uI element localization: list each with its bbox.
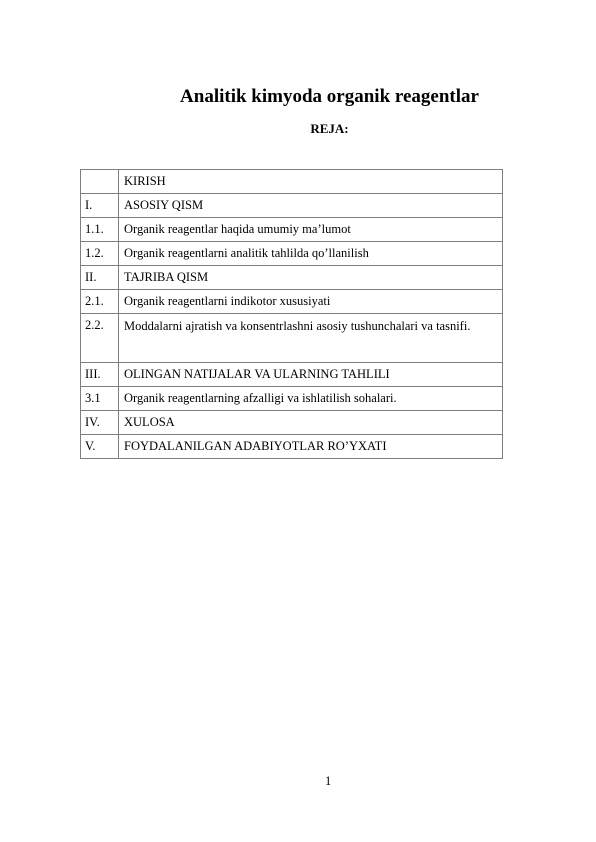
table-row bbox=[81, 314, 503, 363]
table-row bbox=[81, 435, 503, 459]
section-number bbox=[81, 170, 119, 194]
table-row bbox=[81, 411, 503, 435]
table-row bbox=[81, 290, 503, 314]
section-number: II. bbox=[81, 266, 119, 290]
section-number: V. bbox=[81, 435, 119, 459]
section-number: 3.1 bbox=[81, 387, 119, 411]
section-title: FOYDALANILGAN ADABIYOTLAR RO’YXATI bbox=[119, 435, 503, 459]
section-title: XULOSA bbox=[119, 411, 503, 435]
table-of-contents bbox=[80, 169, 503, 459]
section-title: Organik reagentlarni indikotor xususiyati bbox=[119, 290, 503, 314]
section-title: Organik reagentlarni analitik tahlilda qo’llanilish bbox=[119, 242, 503, 266]
table-row bbox=[81, 363, 503, 387]
table-row bbox=[81, 218, 503, 242]
table-row bbox=[81, 242, 503, 266]
section-number: 2.1. bbox=[81, 290, 119, 314]
section-title: OLINGAN NATIJALAR VA ULARNING TAHLILI bbox=[119, 363, 503, 387]
section-number: IV. bbox=[81, 411, 119, 435]
page-number: 1 bbox=[325, 774, 332, 788]
section-number: 1.1. bbox=[81, 218, 119, 242]
section-title: Organik reagentlarning afzalligi va ishlatilish sohalari. bbox=[119, 387, 503, 411]
section-title: ASOSIY QISM bbox=[119, 194, 503, 218]
section-title: KIRISH bbox=[119, 170, 503, 194]
section-number: III. bbox=[81, 363, 119, 387]
table-row bbox=[81, 387, 503, 411]
table-row bbox=[81, 266, 503, 290]
section-number: 2.2. bbox=[81, 314, 119, 363]
document-title: Analitik kimyoda organik reagentlar bbox=[180, 86, 479, 107]
section-title: TAJRIBA QISM bbox=[119, 266, 503, 290]
table-row bbox=[81, 170, 503, 194]
section-title: Organik reagentlar haqida umumiy ma’lumot bbox=[119, 218, 503, 242]
section-title: Moddalarni ajratish va konsentrlashni asosiy tushunchalari va tasnifi. bbox=[119, 314, 503, 363]
plan-heading: REJA: bbox=[310, 121, 349, 136]
section-number: 1.2. bbox=[81, 242, 119, 266]
section-number: I. bbox=[81, 194, 119, 218]
table-row bbox=[81, 194, 503, 218]
